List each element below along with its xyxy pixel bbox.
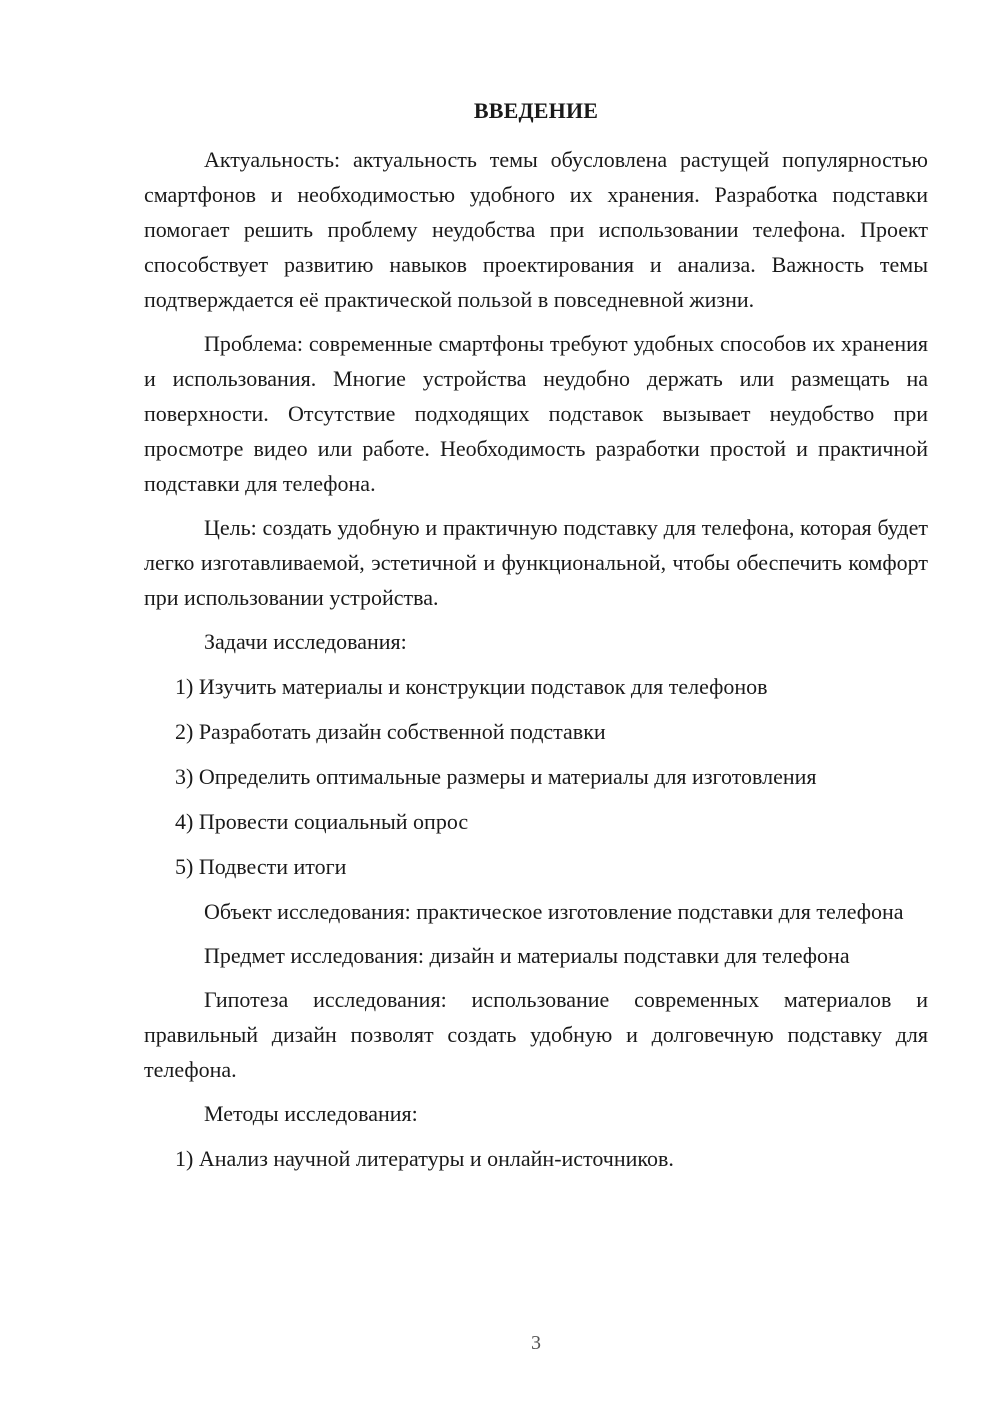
goal-paragraph: Цель: создать удобную и практичную подставку для телефона, которая будет легко изготавливаемой, эстетичной и функциональной, чтобы обеспечить комфорт при использовании устройства. [144, 515, 928, 610]
page-number: 3 [531, 1332, 541, 1354]
page-content [144, 142, 928, 1186]
hypothesis-paragraph: Гипотеза исследования: использование современных материалов и правильный дизайн позволят создать удобную и долговечную подставку для телефона. [144, 987, 928, 1082]
relevance-paragraph: Актуальность: актуальность темы обусловлена растущей популярностью смартфонов и необходимостью удобного их хранения. Разработка подставки помогает решить проблему неудобства при использовании телефона. Проект способствует развитию навыков проектирования и анализа. Важность темы подтверждается её практической пользой в повседневной жизни. [144, 147, 928, 312]
methods-list [144, 1141, 928, 1176]
tasks-list [144, 669, 928, 884]
problem-paragraph: Проблема: современные смартфоны требуют удобных способов их хранения и использования. Многие устройства неудобно держать или размещать на поверхности. Отсутствие подходящих подставок вызывает неудобство при просмотре видео или работе. Необходимость разработки простой и практичной подставки для телефона. [144, 331, 928, 496]
task-item: 2) Разработать дизайн собственной подставки [175, 719, 606, 744]
task-item: 3) Определить оптимальные размеры и материалы для изготовления [175, 764, 817, 789]
methods-heading: Методы исследования: [204, 1101, 418, 1126]
task-item: 5) Подвести итоги [175, 854, 347, 879]
page-title: ВВЕДЕНИЕ [473, 98, 599, 123]
method-item: 1) Анализ научной литературы и онлайн-источников. [175, 1146, 674, 1171]
object-paragraph: Объект исследования: практическое изготовление подставки для телефона [204, 899, 904, 924]
task-item: 1) Изучить материалы и конструкции подставок для телефонов [175, 674, 768, 699]
tasks-heading: Задачи исследования: [204, 629, 407, 654]
subject-paragraph: Предмет исследования: дизайн и материалы подставки для телефона [204, 943, 850, 968]
task-item: 4) Провести социальный опрос [175, 809, 469, 834]
